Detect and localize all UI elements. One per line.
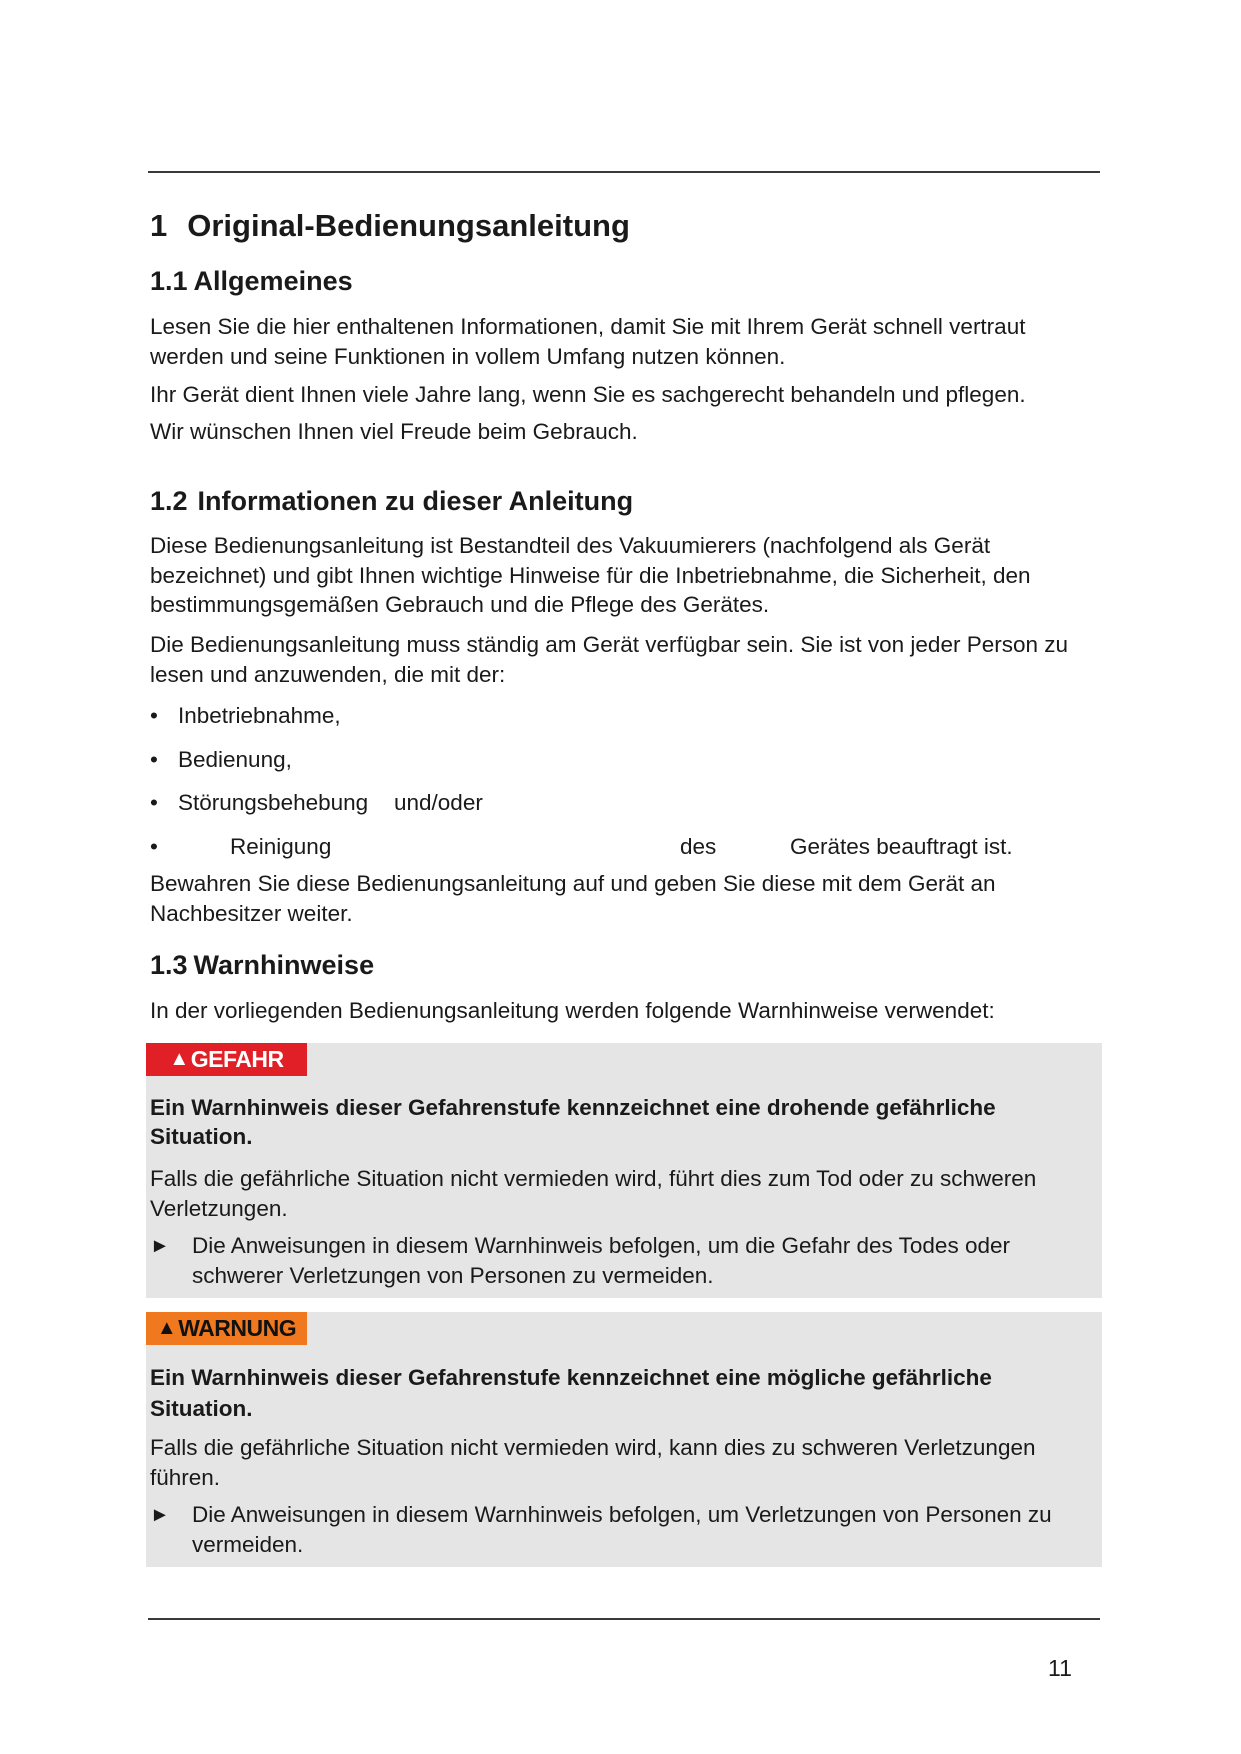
warning-notice xyxy=(146,1312,1102,1567)
section-title: Allgemeines xyxy=(193,266,353,296)
list-item-text: Inbetriebnahme, xyxy=(178,703,341,728)
list-item-text: Störungsbehebung xyxy=(178,790,369,815)
list-item-text: Bedienung, xyxy=(178,746,292,772)
notice-action-text: Die Anweisungen in diesem Warnhinweis befolgen, um Verletzungen von Personen zu vermeiden. xyxy=(192,1502,1052,1557)
list-item xyxy=(150,788,1095,832)
list-item-extra: und/oder xyxy=(394,790,483,815)
paragraph: Lesen Sie die hier enthaltenen Informationen, damit Sie mit Ihrem Gerät schnell vertraut werden und seine Funktionen in vollem Umfang nutzen können. xyxy=(150,314,1026,369)
chapter-title: Original-Bedienungsanleitung xyxy=(187,208,630,243)
section-heading-warnhinweise xyxy=(150,950,374,981)
danger-badge xyxy=(146,1043,307,1076)
notice-action xyxy=(150,1500,1100,1560)
danger-notice xyxy=(146,1043,1102,1298)
section-number: 1.2 xyxy=(150,486,188,516)
paragraph: Ihr Gerät dient Ihnen viele Jahre lang, wenn Sie es sachgerecht behandeln und pflegen. xyxy=(150,382,1026,407)
warning-badge xyxy=(146,1312,307,1345)
paragraph: Diese Bedienungsanleitung ist Bestandteil des Vakuumierers (nachfolgend als Gerät bezeichnet) und gibt Ihnen wichtige Hinweise für die Inbetriebnahme, die Sicherheit, den bestimmungsgemäßen Gebrauch und die Pflege des Gerätes. xyxy=(150,533,1031,617)
notice-action xyxy=(150,1231,1100,1291)
list-item xyxy=(150,701,1095,745)
list-item-extra: Gerätes beauftragt ist. xyxy=(790,833,1013,859)
arrow-icon: ► xyxy=(150,1504,170,1526)
section-title: Warnhinweise xyxy=(193,950,375,980)
badge-label: WARNUNG xyxy=(178,1315,297,1341)
paragraph: In der vorliegenden Bedienungsanleitung werden folgende Warnhinweise verwendet: xyxy=(150,998,995,1023)
bullet-dot: • xyxy=(150,746,158,772)
badge-label: GEFAHR xyxy=(190,1046,284,1072)
section-number: 1.3 xyxy=(150,950,188,980)
notice-headline: Ein Warnhinweis dieser Gefahrenstufe kennzeichnet eine mögliche gefährliche Situation. xyxy=(150,1365,992,1421)
list-item-extra: des xyxy=(680,833,717,859)
page-number: 11 xyxy=(1048,1655,1072,1681)
chapter-number: 1 xyxy=(150,208,168,243)
section-heading-allgemeines xyxy=(150,266,353,297)
notice-headline: Ein Warnhinweis dieser Gefahrenstufe kennzeichnet eine drohende gefährliche Situation. xyxy=(150,1095,996,1149)
footer-rule xyxy=(148,1618,1100,1620)
warning-triangle-icon: ▲ xyxy=(156,1317,177,1339)
list-item-text: Reinigung xyxy=(230,833,332,859)
bullet-dot: • xyxy=(150,790,158,815)
section-heading-informationen xyxy=(150,486,633,517)
paragraph: Die Bedienungsanleitung muss ständig am Gerät verfügbar sein. Sie ist von jeder Person zu lesen und anzuwenden, die mit der: xyxy=(150,632,1069,687)
bullet-dot: • xyxy=(150,833,158,859)
warning-triangle-icon: ▲ xyxy=(169,1048,189,1070)
notice-body: Falls die gefährliche Situation nicht vermieden wird, kann dies zu schweren Verletzungen führen. xyxy=(150,1435,1036,1490)
list-item xyxy=(150,745,1095,789)
header-rule xyxy=(148,171,1100,173)
arrow-icon: ► xyxy=(150,1235,170,1257)
bullet-list xyxy=(150,701,1095,875)
chapter-heading xyxy=(150,208,630,244)
paragraph: Wir wünschen Ihnen viel Freude beim Gebrauch. xyxy=(150,419,638,444)
paragraph: Bewahren Sie diese Bedienungsanleitung auf und geben Sie diese mit dem Gerät an Nachbesitzer weiter. xyxy=(150,871,996,926)
section-number: 1.1 xyxy=(150,266,188,296)
notice-action-text: Die Anweisungen in diesem Warnhinweis befolgen, um die Gefahr des Todes oder schwerer Verletzungen von Personen zu vermeiden. xyxy=(192,1233,1010,1288)
section-title: Informationen zu dieser Anleitung xyxy=(197,486,634,516)
bullet-dot: • xyxy=(150,703,158,728)
notice-body: Falls die gefährliche Situation nicht vermieden wird, führt dies zum Tod oder zu schweren Verletzungen. xyxy=(150,1166,1037,1221)
